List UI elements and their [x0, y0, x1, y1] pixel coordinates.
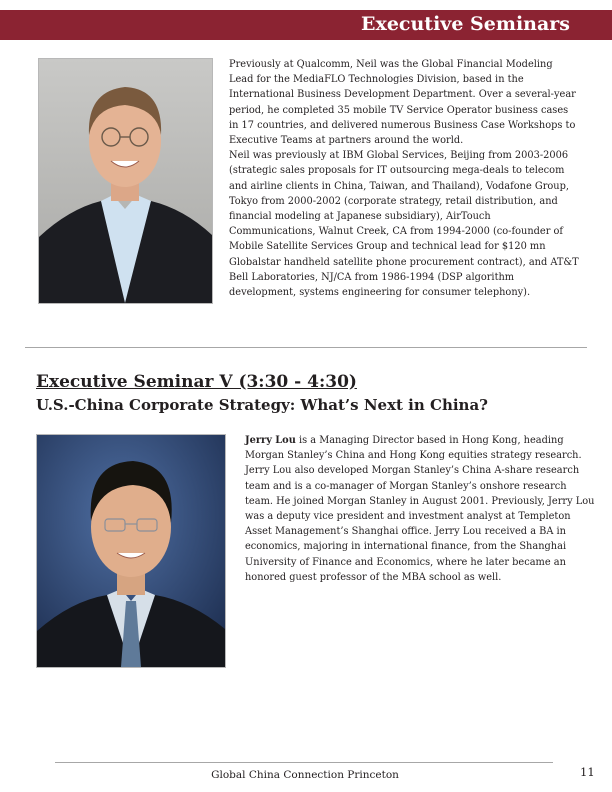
speaker-bio-neil: [229, 57, 579, 300]
seminar-subtitle: U.S.-China Corporate Strategy: What’s Next in China?: [36, 396, 488, 414]
speaker-photo-jerry-lou: [36, 434, 226, 668]
bio-text: is a Managing Director based in Hong Kong, heading Morgan Stanley’s China and Hong Kong equities strategy research. Jerry Lou also developed Morgan Stanley’s China A-share research team and is a co-manager of Morgan Stanley’s onshore research team. He joined Morgan Stanley in August 2001. Previously, Jerry Lou was a deputy vice president and investment analyst at Templeton Asset Management’s Shanghai office. Jerry Lou received a BA in economics, majoring in international finance, from the Shanghai University of Finance and Economics, where he later became an honored guest professor of the MBA school as well.: [245, 435, 595, 583]
bio-paragraph-jerry: [245, 433, 597, 585]
bio-paragraph-history: Neil was previously at IBM Global Services, Beijing from 2003-2006 (strategic sales proposals for IT outsourcing mega-deals to telecom and airline clients in China, Taiwan, and Thailand), Vodafone Group, Tokyo from 2000-2002 (corporate strategy, retail distribution, and financial modeling at Japanese subsidiary), AirTouch Communications, Walnut Creek, CA from 1994-2000 (co-founder of Mobile Satellite Services Group and technical lead for $120 mn Globalstar handheld satellite phone procurement contract), and AT&T Bell Laboratories, NJ/CA from 1986-1994 (DSP algorithm development, systems engineering for consumer telephony).: [229, 150, 579, 299]
page-title: Executive Seminars: [361, 13, 570, 35]
footer-rule: [55, 762, 553, 763]
section-divider: [25, 347, 587, 348]
page-number: 11: [580, 765, 595, 779]
speaker-photo-neil: [38, 58, 213, 304]
speaker-name: Jerry Lou: [245, 435, 296, 446]
footer-organization: Global China Connection Princeton: [211, 769, 399, 781]
bio-paragraph-qualcomm: Previously at Qualcomm, Neil was the Global Financial Modeling Lead for the MediaFLO Technologies Division, based in the International Business Development Department. Over a several-year period, he completed 35 mobile TV Service Operator business cases in 17 countries, and delivered numerous Business Case Workshops to Executive Teams at partners around the world.: [229, 59, 576, 147]
seminar-title: Executive Seminar V (3:30 - 4:30): [36, 372, 357, 392]
speaker-bio-jerry-lou: [245, 433, 597, 585]
